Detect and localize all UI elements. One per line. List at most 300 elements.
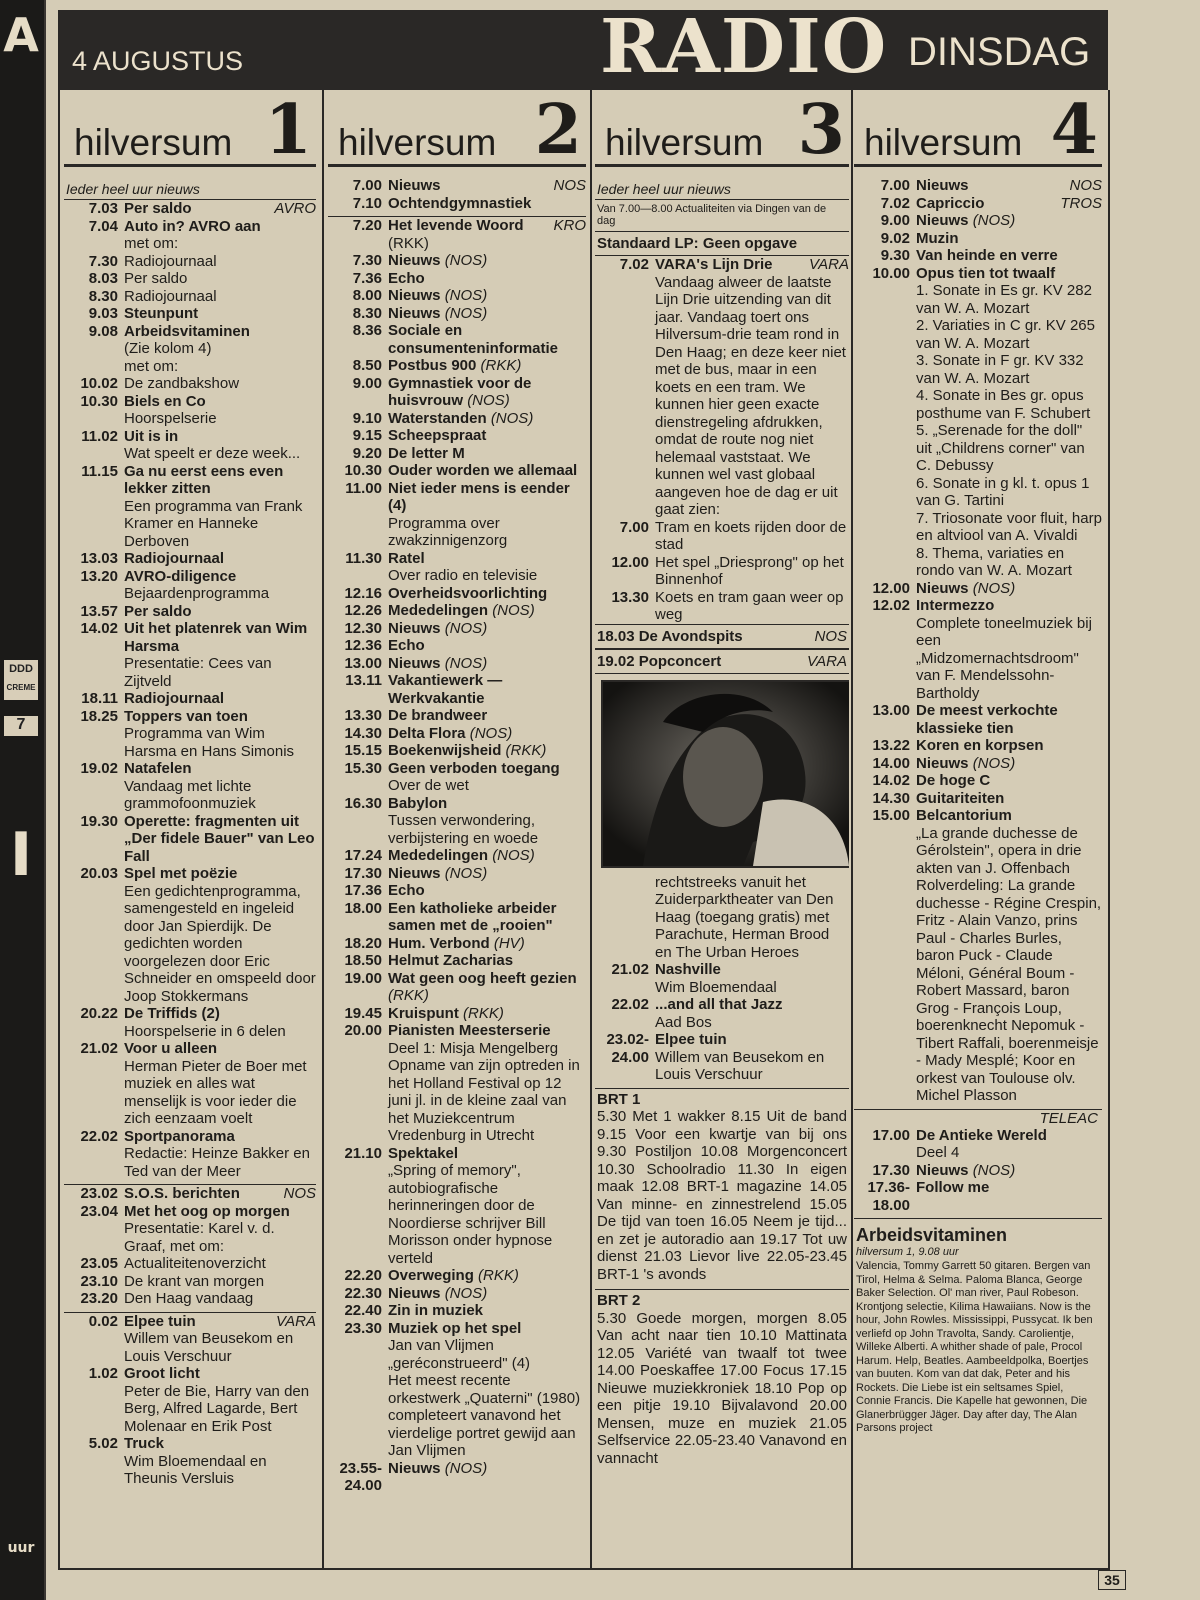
program-description: Het meest recente orkestwerk „Quaterni" (1980) completeert vanavond het vierdelige portret gewijd aan Jan Vlijmen [388, 1372, 581, 1459]
program-entry [595, 1031, 849, 1084]
program-title: Biels en Co [124, 392, 206, 410]
broadcaster-tag: (NOS) [490, 409, 534, 427]
program-list-item: 2. Variaties in C gr. KV 265 van W. A. Mozart [916, 317, 1095, 352]
program-entry [854, 230, 1102, 248]
program-entry [64, 253, 316, 271]
program-info [388, 270, 586, 288]
program-title: Helmut Zacharias [388, 952, 514, 969]
program-info [916, 807, 1102, 1105]
program-title: De hoge C [916, 772, 991, 789]
program-title: Radiojournaal [124, 287, 217, 305]
program-info [124, 568, 316, 603]
program-time: 18.03 [597, 627, 635, 645]
program-entry [595, 554, 849, 589]
program-info [655, 256, 849, 519]
program-title: Per saldo [124, 602, 192, 620]
station-word: hilversum [74, 122, 233, 163]
program-description: Redactie: Heinze Bakker en Ted van der Meer [124, 1145, 310, 1180]
program-title: Van heinde en verre [916, 247, 1058, 264]
program-description: Rolverdeling: La grande duchesse - Régine Crespin, Fritz - Alain Vanzo, prins Paul - Charles Burles, baron Puck - Claude Méloni, Général Boum - Robert Massard, baron Grog - François Loup, boerenknecht Nepomuk - Tibert Raffali, boerenmeisje - Mady Mesplé; Koor en orkest van Toulouse olv. Michel Plasson [916, 877, 1102, 1104]
program-info [388, 742, 586, 760]
program-time: 12.00 [611, 553, 649, 571]
program-time: 9.08 [88, 322, 118, 340]
broadcaster-tag: (NOS) [972, 579, 1016, 597]
broadcaster-tag: (RKK) [480, 357, 522, 374]
station-number: 2 [534, 92, 582, 170]
column-hilversum-1 [64, 92, 316, 1566]
program-title: Het spel „Driesprong" op het Binnenhof [655, 553, 844, 588]
spine-number: 7 [4, 716, 38, 736]
program-entry [328, 1302, 586, 1320]
program-info [916, 1162, 1102, 1180]
program-description: Aad Bos [655, 1013, 712, 1031]
column-divider [851, 90, 853, 1568]
program-description: Een gedichtenprogramma, samengesteld en ingeleid door Jan Spierdijk. De gedichten worden voorgelezen door Eric Schneider en omspeeld door Joop Stokkermans [124, 882, 316, 1005]
program-time: 13.22 [872, 737, 910, 754]
program-title: Nieuws [916, 212, 969, 229]
program-entry [328, 305, 586, 323]
broadcaster-tag: (NOS) [467, 392, 510, 409]
program-entry [64, 218, 316, 253]
program-entry [328, 177, 586, 195]
program-info [388, 970, 586, 1005]
program-entry [328, 882, 586, 900]
program-title: Waterstanden [388, 409, 487, 427]
station-header [854, 92, 1102, 170]
program-title: De krant van morgen [124, 1272, 265, 1290]
program-entry [64, 1040, 316, 1128]
program-time: 8.03 [88, 270, 118, 287]
program-entry [64, 1435, 316, 1488]
program-info [124, 428, 316, 463]
program-info [124, 200, 316, 218]
program-info [388, 1460, 586, 1495]
program-description: Willem van Beusekom en Louis Verschuur [655, 1048, 825, 1083]
program-title: De zandbakshow [124, 375, 240, 392]
program-entry [854, 807, 1102, 1105]
program-info [655, 554, 849, 589]
caption-spacer [595, 874, 655, 962]
program-info [388, 357, 586, 375]
program-info [388, 550, 586, 585]
program-info [124, 218, 316, 253]
program-time: 11.02 [81, 427, 118, 445]
station-word: hilversum [338, 122, 497, 163]
program-entry [328, 252, 586, 270]
program-description: Bejaardenprogramma [124, 585, 270, 602]
program-entry [64, 620, 316, 690]
program-title: Sociale en consumenteninformatie [388, 322, 559, 357]
broadcaster-tag: (NOS) [444, 654, 488, 672]
program-entry [328, 602, 586, 620]
program-time: 23.04 [80, 1202, 118, 1220]
program-info [388, 882, 586, 900]
program-info [124, 288, 316, 306]
program-time: 20.22 [80, 1005, 118, 1022]
program-entry [64, 690, 316, 708]
program-info [388, 305, 586, 323]
broadcaster-tag: (NOS) [972, 1161, 1016, 1179]
radio-title: RADIO [600, 4, 888, 90]
program-entry [328, 550, 586, 585]
program-time: 9.02 [880, 229, 910, 247]
program-time: 23.20 [80, 1290, 118, 1307]
program-info [388, 177, 586, 195]
program-title: Echo [388, 882, 425, 899]
program-title: De letter M [388, 444, 465, 462]
program-entry [595, 996, 849, 1031]
program-title: AVRO-diligence [124, 567, 237, 585]
program-info [655, 961, 849, 996]
program-entry [328, 1460, 586, 1495]
program-title: Per saldo [124, 200, 192, 217]
program-time: 9.00 [880, 212, 910, 229]
program-info [388, 252, 586, 270]
program-title: Voor u alleen [124, 1040, 218, 1057]
program-title: Met het oog op morgen [124, 1202, 290, 1220]
program-list-item: 7. Triosonate voor fluit, harp en altviool van A. Vivaldi [916, 509, 1102, 544]
broadcaster-tag: (NOS) [444, 864, 488, 882]
program-bar-left [597, 653, 721, 670]
program-title: Nieuws [916, 579, 969, 597]
program-info [388, 672, 586, 707]
station-label: VARA [808, 256, 849, 273]
program-entry [328, 375, 586, 410]
program-title: Auto in? AVRO aan [124, 217, 261, 235]
program-entry [64, 1290, 316, 1308]
photo-caption [595, 874, 849, 962]
program-description: (RKK) [388, 234, 429, 252]
program-info [388, 952, 586, 970]
program-entry [854, 265, 1102, 580]
program-description: Willem van Beusekom en Louis Verschuur [124, 1330, 294, 1365]
program-title: Hum. Verbond [388, 934, 490, 952]
program-info [388, 655, 586, 673]
program-title: Toppers van toen [124, 707, 248, 725]
brt1-heading: BRT 1 [597, 1090, 641, 1108]
program-title: Operette: fragmenten uit „Der fidele Bauer" van Leo Fall [124, 812, 315, 865]
program-info [388, 620, 586, 638]
program-info [124, 1185, 316, 1203]
program-info [124, 1435, 316, 1488]
program-title: Mededelingen [388, 602, 489, 619]
program-time: 15.15 [344, 742, 382, 759]
program-info [388, 195, 586, 213]
program-info [388, 637, 586, 655]
program-title: Actualiteitenoverzicht [124, 1255, 266, 1272]
program-entry [64, 550, 316, 568]
station-number: 4 [1050, 92, 1098, 170]
program-title: Truck [124, 1435, 165, 1452]
program-title: Nieuws [388, 177, 441, 194]
program-entry [854, 772, 1102, 790]
spine-top-letter: A [3, 8, 39, 62]
program-title: Nieuws [388, 619, 441, 637]
program-title: Koets en tram gaan weer op weg [655, 588, 844, 623]
page-number: 35 [1098, 1570, 1126, 1590]
program-description: Een programma van Frank Kramer en Hanneke Derboven [124, 497, 303, 550]
program-description: Deel 4 [916, 1144, 960, 1161]
program-title: Ochtendgymnastiek [388, 194, 532, 212]
program-title: De meest verkochte klassieke tien [916, 702, 1058, 737]
lp-bar [595, 232, 849, 256]
program-time: 12.02 [872, 597, 910, 614]
program-info [388, 935, 586, 953]
program-title: Babylon [388, 794, 448, 812]
program-title: Belcantorium [916, 807, 1012, 824]
broadcaster-tag: (NOS) [444, 1459, 488, 1477]
program-title: ...and all that Jazz [655, 996, 783, 1013]
program-info [388, 1145, 586, 1268]
program-info [124, 305, 316, 323]
program-entry [328, 620, 586, 638]
program-info [124, 270, 316, 288]
program-info [388, 847, 586, 865]
program-title: Spel met poëzie [124, 865, 238, 882]
program-time: 10.00 [872, 264, 910, 282]
program-title: Echo [388, 637, 425, 654]
program-description: Hoorspelserie [124, 410, 217, 427]
program-bar [595, 624, 849, 649]
program-time: 22.02 [80, 1127, 118, 1145]
program-info [124, 1290, 316, 1308]
program-title: Sportpanorama [124, 1127, 235, 1145]
program-info [388, 1022, 586, 1145]
program-title: Nieuws [388, 654, 441, 672]
program-info [916, 177, 1102, 195]
program-title: Opus tien tot twaalf [916, 264, 1056, 282]
program-info [388, 795, 586, 848]
caption-text: rechtstreeks vanuit het Zuiderparktheater van Den Haag (toegang gratis) met Parachute, Herman Brood en The Urban Heroes [655, 873, 834, 961]
broadcaster-tag: (RKK) [478, 1267, 519, 1284]
program-title: Boekenwijsheid [388, 742, 502, 759]
program-entry [328, 195, 586, 213]
program-title: Groot licht [124, 1365, 200, 1382]
program-title: Geen verboden toegang [388, 759, 560, 777]
program-time: 9.10 [352, 409, 382, 427]
program-time: 7.02 [619, 256, 649, 273]
program-info [916, 247, 1102, 265]
program-time: 9.20 [352, 444, 382, 462]
program-title: Nieuws [388, 252, 441, 269]
program-time: 13.20 [80, 567, 118, 585]
station-label: TROS [1060, 194, 1102, 212]
station-header [595, 92, 849, 170]
program-time: 14.30 [872, 789, 910, 807]
program-time: 14.00 [872, 754, 910, 772]
program-info [124, 1365, 316, 1435]
program-entry [854, 1162, 1102, 1180]
program-info [124, 1255, 316, 1273]
broadcaster-tag: (NOS) [444, 619, 488, 637]
program-title: De Triffids (2) [124, 1005, 220, 1022]
magazine-spine [0, 0, 44, 1600]
program-info [916, 772, 1102, 790]
lp-text: Standaard LP: Geen opgave [597, 235, 798, 252]
program-entry [328, 742, 586, 760]
program-title: Radiojournaal [124, 252, 217, 270]
program-entry [64, 1203, 316, 1256]
program-info [124, 620, 316, 690]
program-description: Tussen verwondering, verbijstering en woede [388, 812, 539, 847]
program-title: Nieuws [388, 287, 441, 304]
program-time: 9.00 [352, 374, 382, 392]
program-info [655, 519, 849, 554]
magazine-page [46, 0, 1200, 1600]
program-entry [854, 177, 1102, 195]
program-time: 23.55-24.00 [339, 1459, 382, 1494]
program-entry [328, 935, 586, 953]
program-info [124, 253, 316, 271]
program-title: Uit is in [124, 427, 179, 445]
program-entry [64, 1255, 316, 1273]
program-time: 21.10 [344, 1144, 382, 1162]
program-time: 0.02 [88, 1312, 118, 1330]
program-time: 7.30 [352, 252, 382, 269]
program-info [916, 737, 1102, 755]
program-title: Ouder worden we allemaal [388, 462, 578, 479]
program-info [388, 445, 586, 463]
program-time: 1.02 [88, 1365, 118, 1382]
broadcaster-tag: (NOS) [972, 212, 1016, 229]
program-info [916, 790, 1102, 808]
spine-bottom: uur [7, 1540, 35, 1556]
program-info [124, 375, 316, 393]
column-hilversum-4 [854, 92, 1102, 1566]
program-entry [328, 287, 586, 305]
program-time: 18.00 [344, 899, 382, 917]
program-time: 17.30 [344, 864, 382, 882]
program-time: 16.30 [344, 794, 382, 812]
program-entry [595, 519, 849, 554]
program-entry [328, 1267, 586, 1285]
program-info [916, 1127, 1102, 1162]
program-info [124, 813, 316, 866]
program-time: 9.30 [880, 247, 910, 264]
program-time: 8.30 [88, 287, 118, 305]
station-label: AVRO [274, 200, 316, 217]
program-title: Echo [388, 269, 425, 287]
program-time: 17.24 [344, 847, 382, 864]
program-entry [328, 847, 586, 865]
program-title: VARA's Lijn Drie [655, 256, 773, 273]
program-description: Vandaag met lichte grammofoonmuziek [124, 777, 256, 812]
program-time: 17.36 [344, 882, 382, 899]
station-number: 3 [797, 92, 845, 170]
program-info [388, 1285, 586, 1303]
program-time: 7.03 [88, 200, 118, 217]
program-time: 7.04 [88, 217, 118, 235]
program-info [124, 760, 316, 813]
brt2-heading: BRT 2 [597, 1292, 641, 1309]
program-description: Deel 1: Misja Mengelberg [388, 1039, 559, 1057]
news-note: Ieder heel uur nieuws [64, 177, 316, 200]
program-title: Elpee tuin [124, 1312, 196, 1330]
program-info [124, 463, 316, 551]
program-entry [64, 305, 316, 323]
program-title: De brandweer [388, 707, 488, 724]
station-label: VARA [806, 652, 847, 670]
program-info [124, 1040, 316, 1128]
program-description: Jan van Vlijmen „geréconstrueerd" (4) [388, 1337, 531, 1372]
program-entry [328, 1005, 586, 1023]
program-entry [64, 1185, 316, 1203]
program-time: 14.02 [872, 772, 910, 789]
program-time: 15.30 [344, 759, 382, 777]
program-description: Wim Bloemendaal en Theunis Versluis [124, 1452, 267, 1487]
program-time: 9.03 [88, 305, 118, 322]
broadcaster-tag: (RKK) [388, 987, 429, 1004]
program-title: Natafelen [124, 760, 192, 777]
program-time: 18.11 [81, 690, 118, 707]
program-time: 22.30 [344, 1284, 382, 1302]
program-description: Over de wet [388, 777, 469, 794]
program-time: 23.02 [80, 1185, 118, 1202]
broadcaster-tag: (RKK) [463, 1004, 504, 1022]
program-entry [64, 1313, 316, 1366]
program-title: Nieuws [388, 304, 441, 322]
program-entry [328, 462, 586, 480]
program-title: Ga nu eerst eens even lekker zitten [124, 462, 284, 497]
broadcaster-tag: (HV) [493, 934, 525, 952]
program-title: Elpee tuin [655, 1031, 727, 1048]
arbeidsvitaminen-subtitle: hilversum 1, 9.08 uur [856, 1246, 959, 1258]
program-entry [64, 865, 316, 1005]
program-entry [854, 755, 1102, 773]
program-title: Popconcert [638, 652, 722, 670]
program-title: Mededelingen [388, 847, 489, 864]
program-entry [64, 813, 316, 866]
program-title: Guitariteiten [916, 789, 1005, 807]
arbeidsvitaminen-title: Arbeidsvitaminen [856, 1225, 1008, 1245]
program-time: 13.00 [872, 702, 910, 719]
program-time: 23.05 [80, 1255, 118, 1272]
program-info [916, 755, 1102, 773]
program-entry [328, 217, 586, 252]
program-entry [64, 1365, 316, 1435]
program-time: 15.00 [872, 807, 910, 824]
program-time: 21.02 [80, 1040, 118, 1057]
program-time: 22.20 [344, 1267, 382, 1284]
program-entry [328, 970, 586, 1005]
program-list-item: 6. Sonate in g kl. t. opus 1 van G. Tartini [916, 474, 1090, 509]
program-title: Ratel [388, 549, 425, 567]
brt1-text: 5.30 Met 1 wakker 8.15 Uit de band 9.15 Voor een kwartje van bij ons 9.30 Postiljon 10.08 Morgenconcert 10.30 Schoolradio 11.30 In eigen maak 12.08 BRT-1 magazine 14.05 Van minne- en zinnestrelend 15.05 De tijd van toen 16.05 Neem je tijd... en zet je autoradio aan 19.17 Tot uw dienst 21.03 Lievor live 22.05-23.45 BRT-1 's avonds [597, 1108, 847, 1283]
program-time: 7.02 [880, 194, 910, 212]
program-title: Nieuws [916, 177, 969, 194]
station-word: hilversum [605, 122, 764, 163]
program-time: 14.30 [344, 724, 382, 742]
program-title: Capriccio [916, 194, 985, 212]
program-time: 10.02 [80, 375, 118, 392]
broadcaster-tag: (NOS) [444, 287, 488, 304]
program-time: 18.50 [344, 952, 382, 969]
program-title: De Avondspits [638, 627, 743, 645]
program-title: Uit het platenrek van Wim Harsma [124, 620, 308, 655]
program-title: Follow me [916, 1179, 990, 1196]
program-time: 11.15 [81, 462, 118, 480]
program-list-item: 8. Thema, variaties en rondo van W. A. Mozart [916, 544, 1072, 579]
program-title: Nieuws [388, 864, 441, 882]
program-time: 21.02 [611, 961, 649, 978]
program-title: Muzin [916, 229, 959, 247]
program-time: 18.25 [80, 707, 118, 725]
program-description: Wat speelt er deze week... [124, 445, 301, 462]
program-entry [328, 480, 586, 550]
program-entry [328, 900, 586, 935]
program-info [388, 322, 586, 357]
program-info [388, 602, 586, 620]
